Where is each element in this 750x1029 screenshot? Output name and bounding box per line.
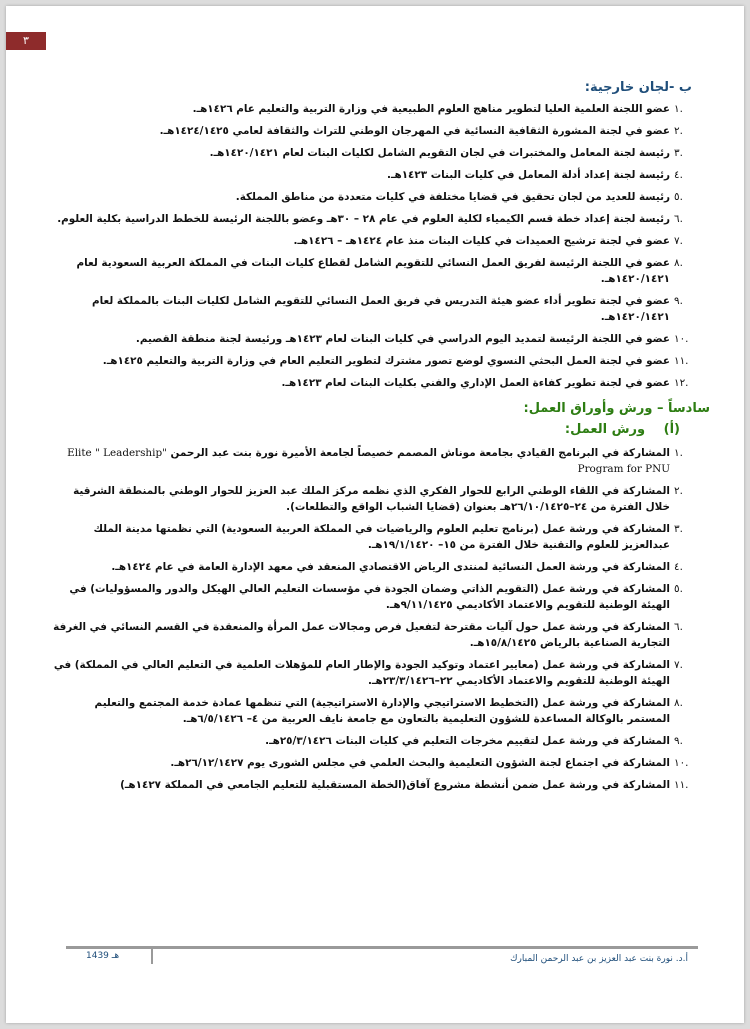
list-item: .١ عضو اللجنة العلمية العليا لتطوير مناهج العلوم الطبيعية في وزارة التربية والتعليم عام ١٤٢٦هـ. (192, 103, 683, 115)
list-item: .٥ رئيسة للعديد من لجان تحقيق في قضايا مختلفة في كليات متعددة من مناطق المملكة. (235, 191, 683, 203)
list-item: .٦ رئيسة لجنة إعداد خطة قسم الكيمياء لكلية العلوم في عام ٢٨ – ٣٠هـ وعضو باللجنة الرئيسة للخطط الدراسية بكلية العلوم. (57, 213, 683, 225)
list-item: .٧ عضو في لجنة ترشيح العميدات في كليات البنات منذ عام ١٤٢٤هـ – ١٤٢٦هـ. (293, 235, 683, 247)
footer-year: 1439 هـ (86, 951, 120, 961)
document-page (6, 6, 744, 1023)
list-item: .١١ المشاركة في ورشة عمل ضمن أنشطة مشروع آفاق(الخطة المستقبلية للتعليم الجامعي في المملكة ١٤٢٧هـ) (120, 779, 689, 791)
list-item: .٤ المشاركة في ورشة العمل النسائية لمنتدى الرياض الاقتصادي المنعقد في معهد الإدارة العامة في عام ١٤٢٤هـ. (111, 561, 683, 573)
section-6-title (52, 401, 710, 416)
subsection-label: ورش العمل: (564, 422, 646, 437)
footer-rule (66, 946, 698, 949)
page-number-tab: ٣ (6, 32, 46, 50)
list-item: .٢ المشاركة في اللقاء الوطني الرابع للحوار الفكري الذي نظمه مركز الملك عبد العزيز للحوار الوطني بالمنطقة الشرقية خلال الفترة من ٢٤–٢٦/١٠/١٤٢٥هـ بعنوان (قضايا الشباب الواقع والتطلعات). (73, 485, 683, 513)
list-item: .٨ عضو في اللجنة الرئيسة لفريق العمل النسائي للتقويم الشامل لقطاع كليات البنات في المملكة العربية السعودية لعام ١٤٢٠/١٤٢١هـ. (76, 257, 683, 285)
list-item: .١٠ المشاركة في اجتماع لجنة الشؤون التعليمية والبحث العلمي في مجلس الشورى يوم ٢٦/١٢/١٤٢٧هـ. (170, 757, 689, 769)
list-item: .٥ المشاركة في ورشة عمل (التقويم الذاتي وضمان الجودة في مؤسسات التعليم العالي الهيكل والدور والمسؤوليات) في الهيئة الوطنية للتقويم والاعتماد الأكاديمي ٩/١١/١٤٢٥هـ. (69, 583, 683, 611)
footer-author: أ.د. نورة بنت عبد العزيز بن عبد الرحمن المبارك (510, 954, 688, 964)
list-item: .٧ المشاركة في ورشة عمل (معايير اعتماد وتوكيد الجودة والإطار العام للمؤهلات العلمية في التعليم العالي في المملكة) في الهيئة الوطنية للتقويم والاعتماد الأكاديمي ٢٢–٢٣/٣/١٤٢٦هـ. (53, 659, 683, 687)
section-6-number: سادساً (667, 401, 710, 416)
list-item: .٣ المشاركة في ورشة عمل (برنامج تعليم العلوم والرياضيات في المملكة العربية السعودية) التي نظمتها مدينة الملك عبدالعزيز للعلوم والتقنية خلال الفترة من ١٥– ١٩/١/١٤٢٠هـ. (93, 523, 683, 551)
list-item: .٦ المشاركة في ورشة عمل حول آليات مقترحة لتفعيل فرص ومجالات عمل المرأة والمنعقدة في القسم النسائي في الغرفة التجارية الصناعية بالرياض ١٥/٨/١٤٢٥هـ. (53, 621, 683, 649)
external-committees-list (52, 101, 692, 391)
list-item: .١٢ عضو في لجنة تطوير كفاءة العمل الإداري والفني بكليات البنات لعام ١٤٢٣هـ. (281, 377, 689, 389)
section-b-title: ب -لجان خارجية: (584, 80, 692, 95)
list-item: .٨ المشاركة في ورشة عمل (التخطيط الاستراتيجي والإدارة الاستراتيجية) التي تنظمها عمادة خدمة المجتمع والتعليم المستمر بالوكالة المساعدة للشؤون التعليمية بالتعاون مع جامعة نايف العربية من ٤– ٦/٥/١٤٢٦هـ. (94, 697, 683, 725)
list-item: .١٠ عضو في اللجنة الرئيسة لتمديد اليوم الدراسي في كليات البنات لعام ١٤٢٣هـ ورئيسة لجنة منطقة القصيم. (135, 333, 689, 345)
list-item: .٩ المشاركة في ورشة عمل لتقييم مخرجات التعليم في كليات البنات ٢٥/٣/١٤٢٦هـ. (265, 735, 683, 747)
workshops-list (52, 445, 692, 793)
section-6-label: – ورش وأوراق العمل: (523, 401, 664, 416)
program-name-english: Elite " Leadership" Program for PNU (67, 447, 670, 475)
workshops-subtitle (52, 422, 680, 437)
list-item: .٢ عضو في لجنة المشورة الثقافية النسائية في المهرجان الوطني للتراث والثقافة لعامي ١٤٢٤/١٤٢٥هـ. (159, 125, 683, 137)
subsection-marker: (أ) (663, 422, 680, 437)
list-item: .٤ رئيسة لجنة إعداد أدلة المعامل في كليات البنات ١٤٢٣هـ. (387, 169, 683, 181)
list-item: .٩ عضو في لجنة تطوير أداء عضو هيئة التدريس في فريق العمل النسائي للتقويم الشامل لكليات البنات بالمملكة لعام ١٤٢٠/١٤٢١هـ. (91, 295, 683, 323)
list-item: .١١ عضو في لجنة العمل البحثي النسوي لوضع تصور مشترك لتطوير التعليم العام في وزارة التربية والتعليم ١٤٢٥هـ. (102, 355, 689, 367)
footer-divider (151, 946, 153, 964)
list-item: .٣ رئيسة لجنة المعامل والمختبرات في لجان التقويم الشامل لكليات البنات لعام ١٤٢٠/١٤٢١هـ. (209, 147, 683, 159)
list-item: .١ المشاركة في البرنامج القيادي بجامعة موناش المصمم خصيصاً لجامعة الأميرة نورة بنت عبد الرحمن Elite " Leadership" Program for PNU (67, 447, 683, 475)
page-content (52, 80, 710, 799)
